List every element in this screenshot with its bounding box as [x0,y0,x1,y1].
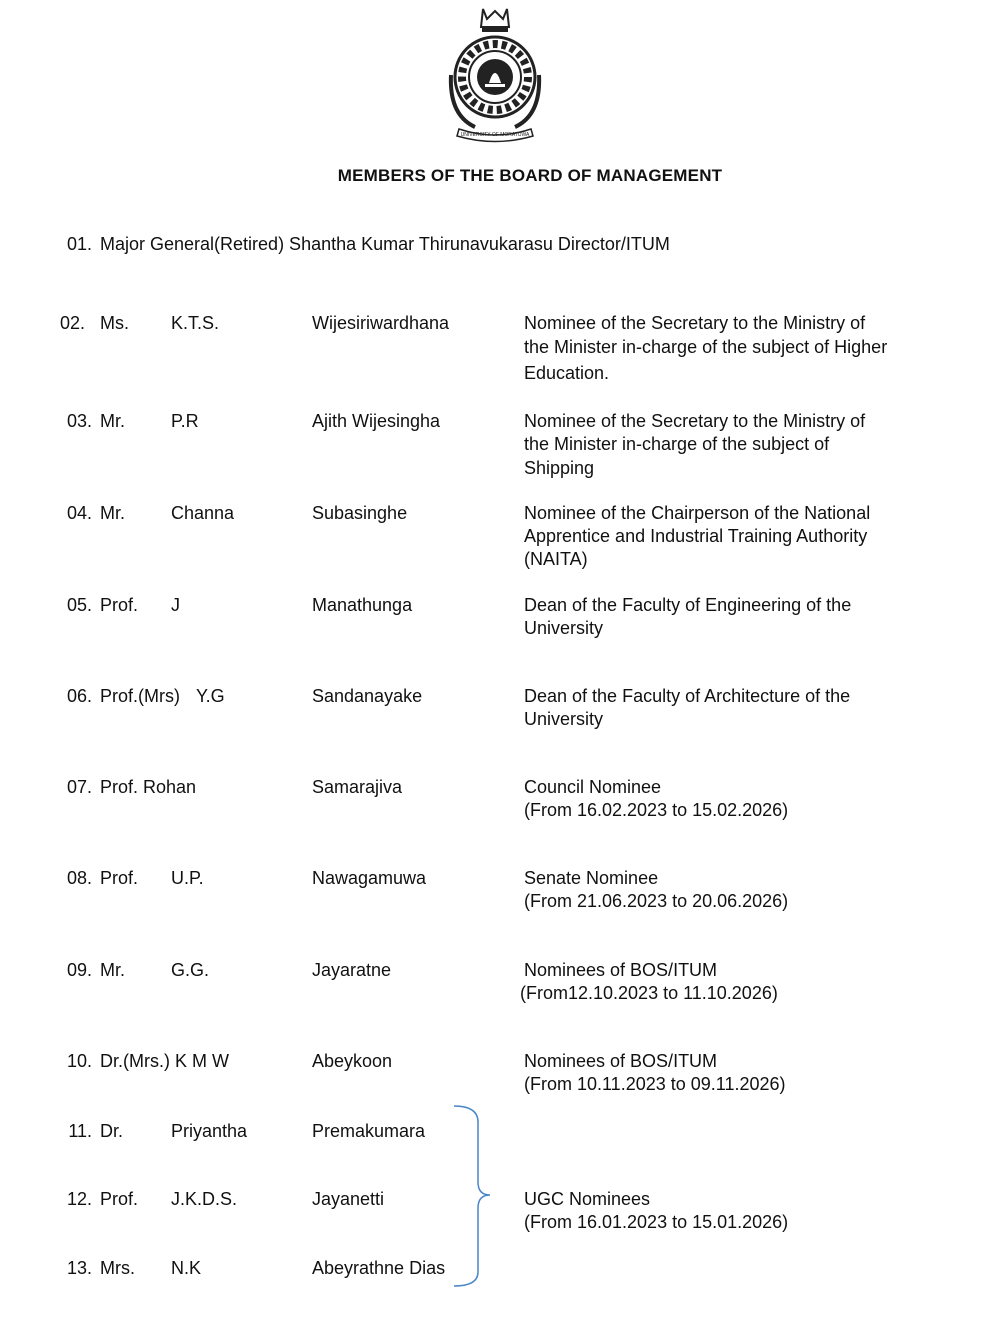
member-number: 03. [66,411,92,431]
member-surname: Abeykoon [312,1051,393,1071]
member-initials: P.R [171,411,199,431]
member-desc-line: Apprentice and Industrial Training Authority [524,526,868,546]
member-desc-line: Nominee of the Chairperson of the National [524,503,871,523]
ugc-group-desc-line: UGC Nominees [524,1189,651,1209]
member-title: Prof. [100,1189,139,1209]
member-surname: Nawagamuwa [312,868,427,888]
member-title: Dr.(Mrs.) K M W [100,1051,229,1071]
member-title: Mr. [100,503,125,523]
member-number: 02. [59,313,85,333]
member-desc-line: the Minister in-charge of the subject of Higher [524,337,888,357]
member-desc-line: the Minister in-charge of the subject of [524,434,830,454]
member-title: Mrs. [100,1258,135,1278]
member-number: 10. [66,1051,92,1071]
member-number: 04. [66,503,92,523]
member-surname: Sandanayake [312,686,423,706]
member-desc-line: University [524,709,604,729]
member-number: 12. [66,1189,92,1209]
member-surname: Wijesiriwardhana [312,313,450,333]
member-desc-line: Nominees of BOS/ITUM [524,960,718,980]
member-surname: Jayaratne [312,960,392,980]
member-number: 01. [66,234,92,254]
member-desc-line: (From 16.02.2023 to 15.02.2026) [524,800,789,820]
member-surname: Manathunga [312,595,413,615]
ugc-group-desc-line: (From 16.01.2023 to 15.01.2026) [524,1212,789,1232]
member-initials: U.P. [171,868,204,888]
member-initials: N.K [171,1258,202,1278]
member-number: 11. [68,1121,92,1141]
member-desc-line: Nominees of BOS/ITUM [524,1051,718,1071]
member-initials: G.G. [171,960,210,980]
member-desc-line: (From 10.11.2023 to 09.11.2026) [524,1074,786,1094]
member-initials: J.K.D.S. [171,1189,238,1209]
member-title: Mr. [100,411,125,431]
member-desc-line: Shipping [524,458,595,478]
member-desc-line: Council Nominee [524,777,662,797]
member-title: Prof. [100,868,139,888]
member-surname: Jayanetti [312,1189,385,1209]
member-desc-line: Education. [524,363,610,383]
member-number: 08. [66,868,92,888]
member-desc-line: Dean of the Faculty of Architecture of the [524,686,851,706]
member-title: Prof.(Mrs) [100,686,180,706]
member-initials: Channa [171,503,235,523]
member-number: 13. [66,1258,92,1278]
member-title: Mr. [100,960,125,980]
member-number: 07. [66,777,92,797]
member-desc-line: Senate Nominee [524,868,659,888]
page-title: MEMBERS OF THE BOARD OF MANAGEMENT [337,166,723,185]
member-title: Prof. Rohan [100,777,197,797]
member-desc-line: Nominee of the Secretary to the Ministry of [524,411,866,431]
member-surname: Ajith Wijesingha [312,411,441,431]
member-desc-line: Nominee of the Secretary to the Ministry of [524,313,866,333]
member-number: 05. [66,595,92,615]
member-initials: K.T.S. [171,313,220,333]
member-desc-line: University [524,618,604,638]
member-surname: Abeyrathne Dias [312,1258,446,1278]
member-director-text: Major General(Retired) Shantha Kumar Thirunavukarasu Director/ITUM [100,234,670,254]
member-initials: Y.G [196,686,225,706]
member-surname: Subasinghe [312,503,408,523]
member-title: Dr. [100,1121,124,1141]
member-title: Prof. [100,595,139,615]
member-surname: Premakumara [312,1121,426,1141]
member-number: 09. [66,960,92,980]
member-desc-line: (From 21.06.2023 to 20.06.2026) [524,891,789,911]
ugc-group-brace [450,1102,490,1292]
member-desc-line: Dean of the Faculty of Engineering of the [524,595,852,615]
member-title: Ms. [100,313,129,333]
member-surname: Samarajiva [312,777,403,797]
member-initials: J [171,595,180,615]
member-number: 06. [66,686,92,706]
member-desc-line: (From12.10.2023 to 11.10.2026) [520,983,778,1003]
university-crest-logo [445,5,545,143]
member-initials: Priyantha [171,1121,248,1141]
member-desc-line: (NAITA) [524,549,588,569]
svg-text:UNIVERSITY OF MORATUWA: UNIVERSITY OF MORATUWA [460,132,530,138]
